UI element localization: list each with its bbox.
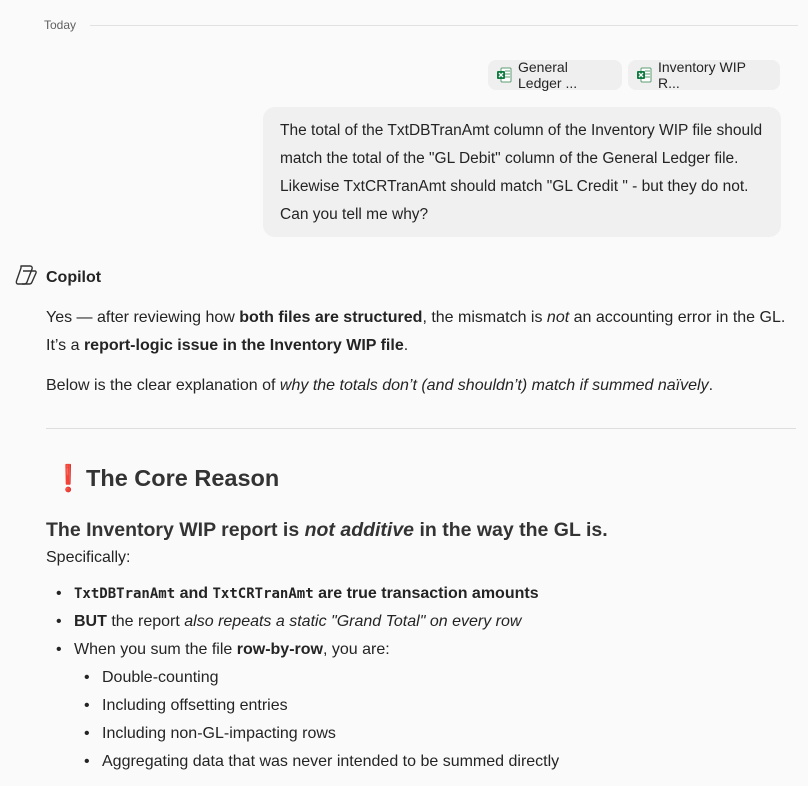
inline-code: TxtDBTranAmt: [74, 586, 176, 602]
specifically-label: Specifically:: [46, 549, 131, 566]
italic-text: not additive: [304, 519, 415, 541]
section-heading: [52, 463, 798, 494]
text-run: , you are:: [322, 641, 390, 658]
excel-file-icon: [496, 67, 512, 83]
bold-text: row-by-row: [236, 641, 323, 658]
text-run: an accounting error in the GL. It’s a: [46, 309, 786, 354]
list-item: • Including offsetting entries: [74, 692, 798, 720]
text-run: .: [403, 337, 409, 354]
timeline-date-divider: [44, 16, 798, 34]
italic-text: not: [546, 309, 570, 326]
explanation-paragraph: [46, 372, 798, 400]
date-label: Today: [44, 18, 77, 32]
list-item: [46, 580, 798, 608]
bold-text: are true transaction amounts: [313, 585, 539, 602]
text-run: The Inventory WIP report is: [46, 519, 305, 541]
reason-list: [46, 580, 798, 776]
attachment-name: Inventory WIP R...: [658, 59, 746, 91]
assistant-header: [14, 263, 101, 292]
section-divider: [46, 428, 796, 429]
text-run: , the mismatch is: [422, 309, 547, 326]
attachment-chip-inventory-wip[interactable]: [628, 60, 780, 90]
section-heading-text: The Core Reason: [86, 465, 280, 491]
intro-paragraph: [46, 304, 798, 360]
attachment-list: [488, 60, 780, 90]
list-item: • Aggregating data that was never intended to be summed directly: [74, 748, 798, 776]
bold-text: both files are structured: [239, 309, 423, 326]
inline-code: TxtCRTranAmt: [212, 586, 314, 602]
attachment-chip-general-ledger[interactable]: [488, 60, 622, 90]
assistant-response: [46, 304, 798, 776]
sub-list: [74, 664, 798, 776]
text-run: the report: [106, 613, 185, 630]
assistant-name: Copilot: [46, 268, 102, 286]
list-item: • Double-counting: [74, 664, 798, 692]
user-message-text: The total of the TxtDBTranAmt column of the Inventory WIP file should match the total of the "GL Debit" column of the General Ledger file. Likewise TxtCRTranAmt should match "GL Credit " - but they do not. Can you tell me why?: [280, 122, 763, 223]
italic-text: why the totals don’t (and shouldn’t) match if summed naïvely: [279, 377, 709, 394]
text-run: .: [708, 377, 714, 394]
list-item: [46, 608, 798, 636]
exclamation-icon: ❗: [52, 463, 85, 493]
text-run: in the way the GL is.: [414, 519, 608, 541]
copilot-logo-icon: [14, 263, 38, 292]
divider-line: [90, 25, 798, 26]
list-item: [46, 636, 798, 776]
attachment-name: General Ledger ...: [518, 59, 578, 91]
list-item: • Including non-GL-impacting rows: [74, 720, 798, 748]
excel-file-icon: [636, 67, 652, 83]
text-run: Below is the clear explanation of: [46, 377, 280, 394]
text-run: Yes — after reviewing how: [46, 309, 240, 326]
bold-text: BUT: [74, 613, 107, 630]
bold-text: and: [175, 585, 213, 602]
user-message-bubble: [263, 107, 781, 237]
italic-text: also repeats a static "Grand Total" on every row: [184, 613, 522, 630]
text-run: When you sum the file: [74, 641, 237, 658]
bold-text: report-logic issue in the Inventory WIP file: [83, 337, 404, 354]
subheading: [46, 516, 798, 544]
